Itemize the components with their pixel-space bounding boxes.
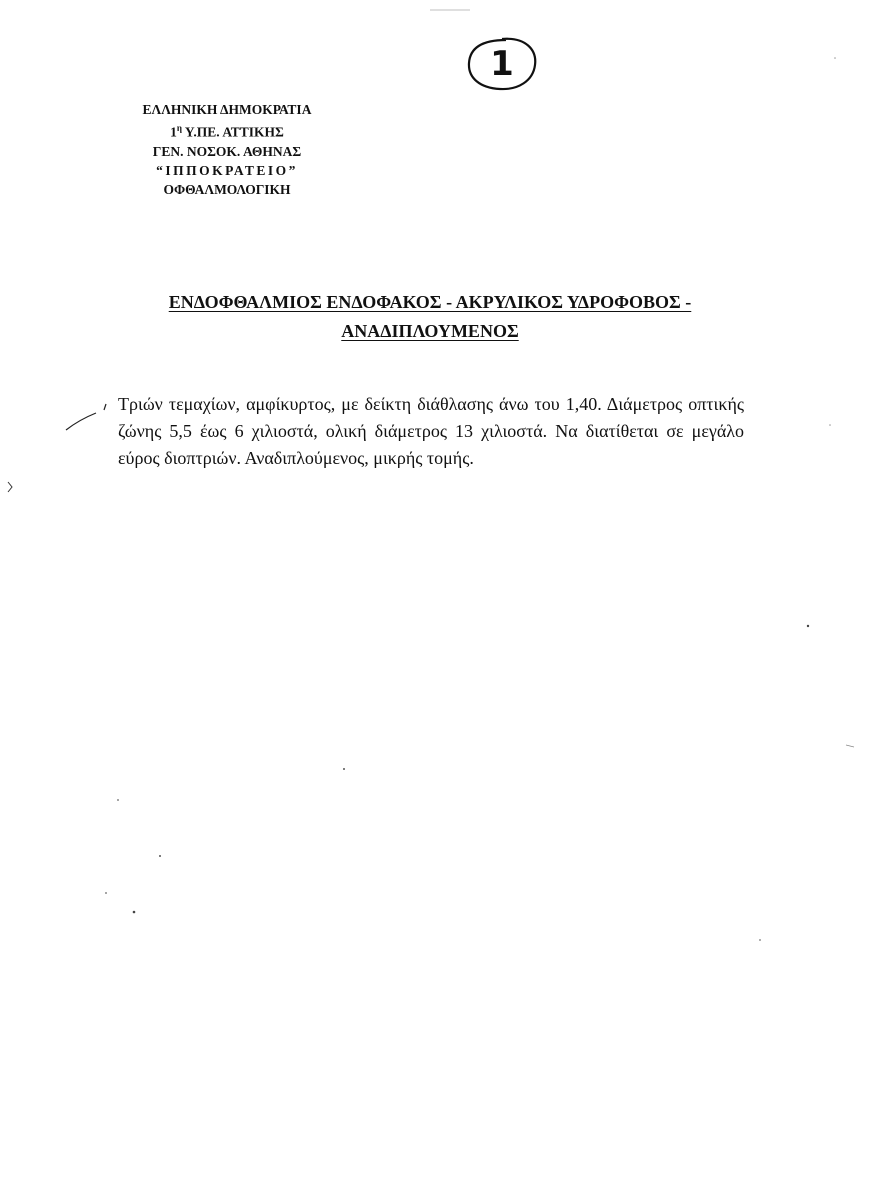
scan-speck	[807, 625, 809, 627]
pen-check-mark	[66, 413, 96, 430]
scan-speck	[105, 892, 107, 894]
letterhead	[118, 100, 336, 199]
page-number-text: 1	[490, 44, 514, 84]
specification-paragraph: Τριών τεμαχίων, αμφίκυρτος, με δείκτη διάθλασης άνω του 1,40. Διάμετρος οπτικής ζώνης 5,5 έως 6 χιλιοστά, ολική διάμετρος 13 χιλιοστά. Να διατίθεται σε μεγάλο εύρος διοπτριών. Αναδιπλούμενος, μικρής τομής.	[118, 394, 744, 468]
scan-speck	[829, 424, 831, 426]
letterhead-country: ΕΛΛΗΝΙΚΗ ΔΗΜΟΚΡΑΤΙΑ	[142, 102, 312, 117]
letterhead-hospital: ΓΕΝ. ΝΟΣΟΚ. ΑΘΗΝΑΣ	[152, 143, 302, 159]
letterhead-region-name: Υ.ΠΕ. ΑΤΤΙΚΗΣ	[182, 124, 284, 140]
pen-tick-mark	[104, 404, 106, 410]
scan-speck	[343, 768, 345, 770]
letterhead-department: ΟΦΘΑΛΜΟΛΟΓΙΚΗ	[163, 181, 291, 197]
document-title-line-2: ΑΝΑΔΙΠΛΟΥΜΕΝΟΣ	[341, 321, 519, 341]
scan-speck	[834, 57, 836, 59]
scan-speck	[117, 799, 119, 801]
scan-speck	[759, 939, 761, 941]
letterhead-region-number: 1	[170, 124, 177, 140]
scan-speck	[846, 745, 854, 747]
page-number-mark	[466, 36, 538, 92]
document-title-line-1: ΕΝΔΟΦΘΑΛΜΙΟΣ ΕΝΔΟΦΑΚΟΣ - ΑΚΡΥΛΙΚΟΣ ΥΔΡΟΦΟΒΟΣ -	[168, 292, 692, 312]
letterhead-health-region	[118, 119, 336, 142]
document-title	[100, 288, 760, 346]
scan-speck	[133, 911, 136, 914]
scan-speck	[159, 855, 161, 857]
letterhead-hospital-name: “ΙΠΠΟΚΡΑΤΕΙΟ”	[156, 162, 298, 178]
margin-mark	[8, 482, 12, 492]
letterhead-region-ordinal: η	[176, 123, 183, 133]
